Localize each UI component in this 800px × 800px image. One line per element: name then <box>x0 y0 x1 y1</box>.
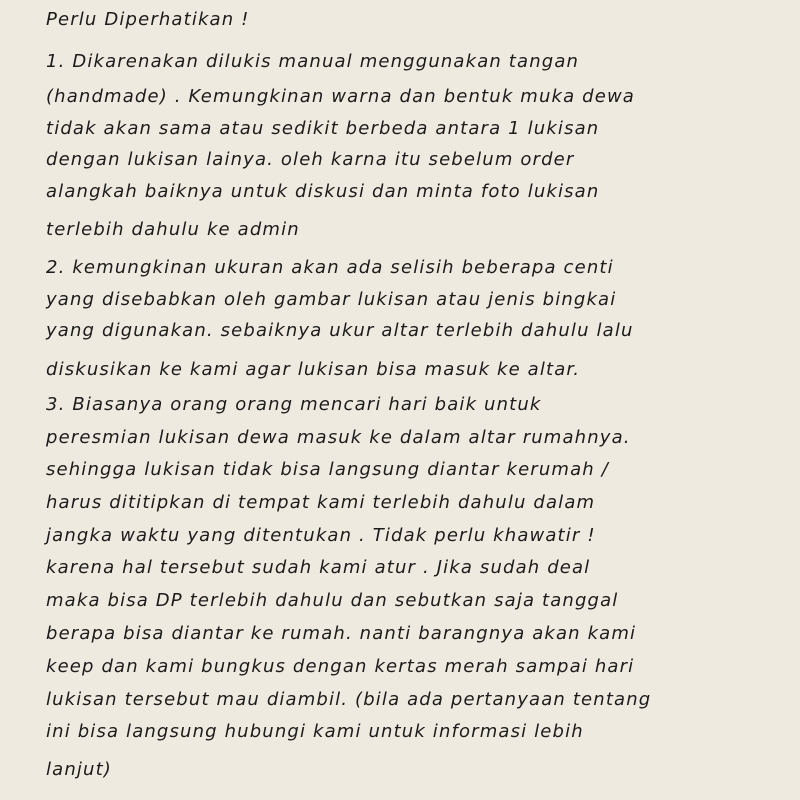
text-line: yang disebabkan oleh gambar lukisan atau jenis bingkai <box>46 289 617 310</box>
text-line: lanjut) <box>46 759 112 780</box>
text-line: yang digunakan. sebaiknya ukur altar terlebih dahulu lalu <box>46 320 634 341</box>
text-line: maka bisa DP terlebih dahulu dan sebutkan saja tanggal <box>46 590 619 611</box>
text-line: berapa bisa diantar ke rumah. nanti barangnya akan kami <box>46 623 637 644</box>
text-line: jangka waktu yang ditentukan . Tidak perlu khawatir ! <box>46 525 596 546</box>
text-line: (handmade) . Kemungkinan warna dan bentuk muka dewa <box>46 86 635 107</box>
notice-title: Perlu Diperhatikan ! <box>46 9 250 30</box>
text-line: lukisan tersebut mau diambil. (bila ada pertanyaan tentang <box>46 689 652 710</box>
text-line: alangkah baiknya untuk diskusi dan minta foto lukisan <box>46 181 600 202</box>
text-line: karena hal tersebut sudah kami atur . Jika sudah deal <box>46 557 591 578</box>
text-line: diskusikan ke kami agar lukisan bisa masuk ke altar. <box>46 359 581 380</box>
text-line: terlebih dahulu ke admin <box>46 219 300 240</box>
text-line: peresmian lukisan dewa masuk ke dalam altar rumahnya. <box>46 427 631 448</box>
text-line: sehingga lukisan tidak bisa langsung diantar kerumah / <box>46 459 609 480</box>
text-line: 2. kemungkinan ukuran akan ada selisih beberapa centi <box>46 257 614 278</box>
text-line: tidak akan sama atau sedikit berbeda antara 1 lukisan <box>46 118 600 139</box>
text-line: keep dan kami bungkus dengan kertas merah sampai hari <box>46 656 635 677</box>
text-line: harus dititipkan di tempat kami terlebih dahulu dalam <box>46 492 596 513</box>
text-line: 1. Dikarenakan dilukis manual menggunakan tangan <box>46 51 580 72</box>
text-line: ini bisa langsung hubungi kami untuk informasi lebih <box>46 721 584 742</box>
text-line: dengan lukisan lainya. oleh karna itu sebelum order <box>46 149 575 170</box>
text-line: 3. Biasanya orang orang mencari hari baik untuk <box>46 394 542 415</box>
